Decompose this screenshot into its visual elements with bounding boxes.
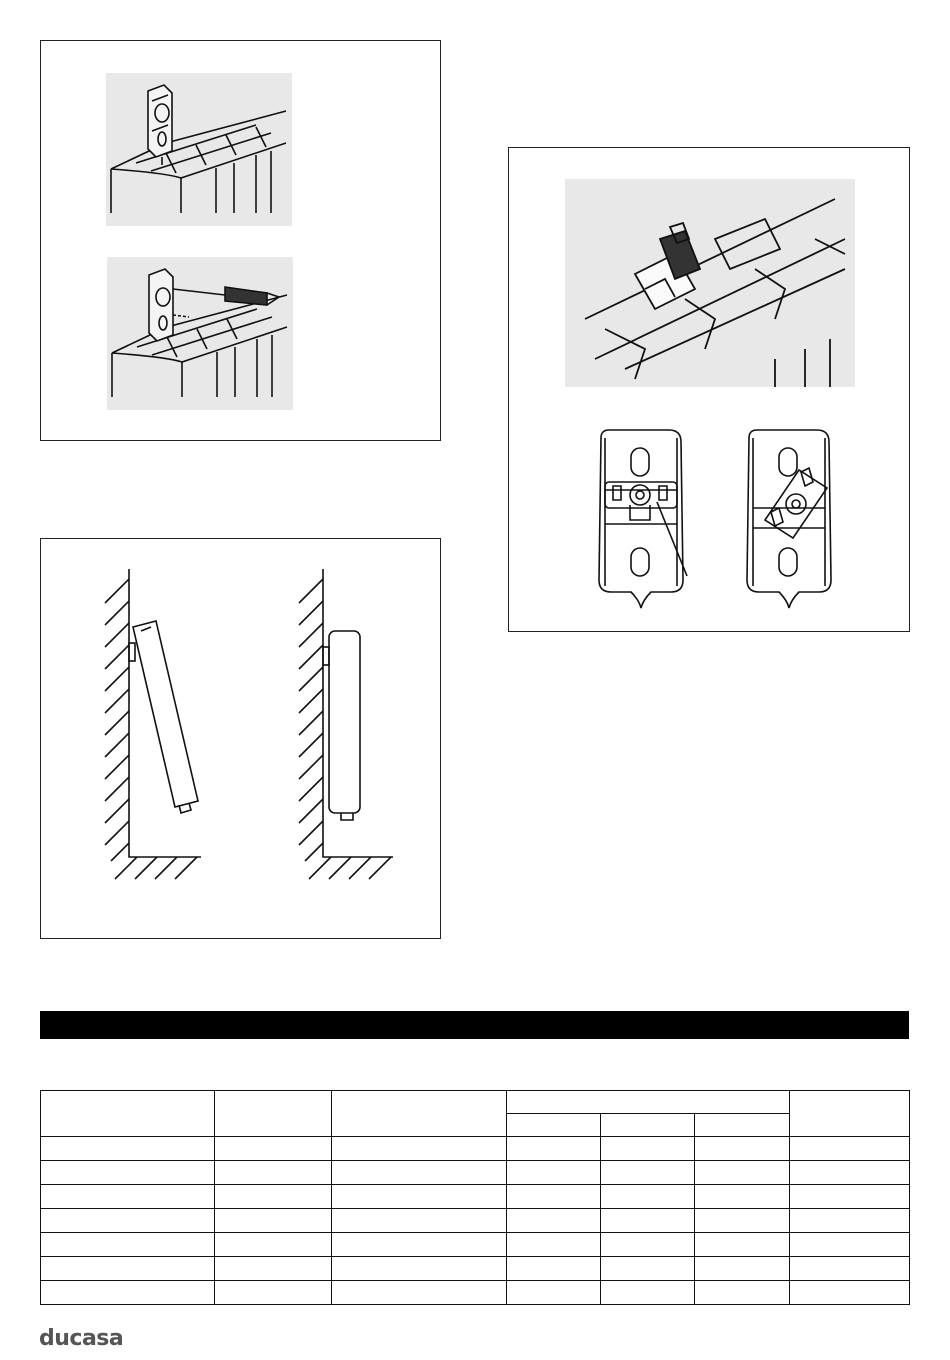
- table-cell: [695, 1209, 790, 1233]
- header-group-cell: [507, 1091, 790, 1114]
- table-cell: [790, 1233, 910, 1257]
- table-cell: [790, 1161, 910, 1185]
- table-cell: [332, 1185, 507, 1209]
- brand-logo: ducasa: [39, 1326, 124, 1351]
- table-cell: [41, 1137, 215, 1161]
- bracket-locked-drawing: [747, 430, 831, 608]
- photo-tighten-with-screwdriver: [107, 257, 293, 410]
- table-cell: [790, 1209, 910, 1233]
- table-cell: [332, 1161, 507, 1185]
- table-row: [41, 1257, 910, 1281]
- table-cell: [332, 1209, 507, 1233]
- table-cell: [601, 1137, 695, 1161]
- specifications-table: [40, 1090, 910, 1305]
- table-cell: [507, 1233, 601, 1257]
- table-cell: [215, 1209, 332, 1233]
- table-cell: [790, 1185, 910, 1209]
- table-cell: [332, 1137, 507, 1161]
- table-row: [41, 1137, 910, 1161]
- table-cell: [41, 1209, 215, 1233]
- table-row: [41, 1161, 910, 1185]
- figure-bracket-locking: [508, 147, 910, 632]
- figure-wall-mounting: [40, 538, 441, 939]
- table-cell: [332, 1281, 507, 1305]
- table-cell: [790, 1257, 910, 1281]
- table-cell: [41, 1281, 215, 1305]
- table-cell: [215, 1185, 332, 1209]
- subheader-cell: [507, 1114, 601, 1137]
- table-cell: [601, 1281, 695, 1305]
- table-cell: [507, 1281, 601, 1305]
- table-cell: [695, 1257, 790, 1281]
- table-cell: [41, 1233, 215, 1257]
- table-cell: [41, 1185, 215, 1209]
- table-cell: [695, 1281, 790, 1305]
- subheader-cell: [695, 1114, 790, 1137]
- table-cell: [215, 1257, 332, 1281]
- table-cell: [215, 1137, 332, 1161]
- table-cell: [332, 1233, 507, 1257]
- table-cell: [790, 1137, 910, 1161]
- table-cell: [41, 1161, 215, 1185]
- table-cell: [215, 1233, 332, 1257]
- table-cell: [601, 1161, 695, 1185]
- table-cell: [215, 1281, 332, 1305]
- table-cell: [695, 1161, 790, 1185]
- section-header-bar: [40, 1011, 909, 1039]
- subheader-cell: [601, 1114, 695, 1137]
- header-cell: [332, 1091, 507, 1137]
- header-cell: [215, 1091, 332, 1137]
- photo-bracket-on-radiator: [106, 73, 292, 226]
- table-body: [41, 1137, 910, 1305]
- table-cell: [41, 1257, 215, 1281]
- table-cell: [507, 1209, 601, 1233]
- table-cell: [601, 1185, 695, 1209]
- bracket-unlocked-drawing: [599, 430, 687, 608]
- table-cell: [332, 1257, 507, 1281]
- table-row: [41, 1209, 910, 1233]
- table-cell: [215, 1161, 332, 1185]
- table-row: [41, 1281, 910, 1305]
- table-cell: [695, 1185, 790, 1209]
- table-row: [41, 1233, 910, 1257]
- table-cell: [507, 1161, 601, 1185]
- table-header-row: [41, 1091, 910, 1114]
- figure-bracket-fixing: [40, 40, 441, 441]
- table-cell: [601, 1209, 695, 1233]
- table-cell: [601, 1233, 695, 1257]
- table-row: [41, 1185, 910, 1209]
- table-cell: [790, 1281, 910, 1305]
- table-cell: [507, 1185, 601, 1209]
- table-cell: [601, 1257, 695, 1281]
- header-cell: [41, 1091, 215, 1137]
- table-cell: [695, 1137, 790, 1161]
- table-cell: [507, 1137, 601, 1161]
- table-cell: [507, 1257, 601, 1281]
- table-cell: [695, 1233, 790, 1257]
- header-cell: [790, 1091, 910, 1137]
